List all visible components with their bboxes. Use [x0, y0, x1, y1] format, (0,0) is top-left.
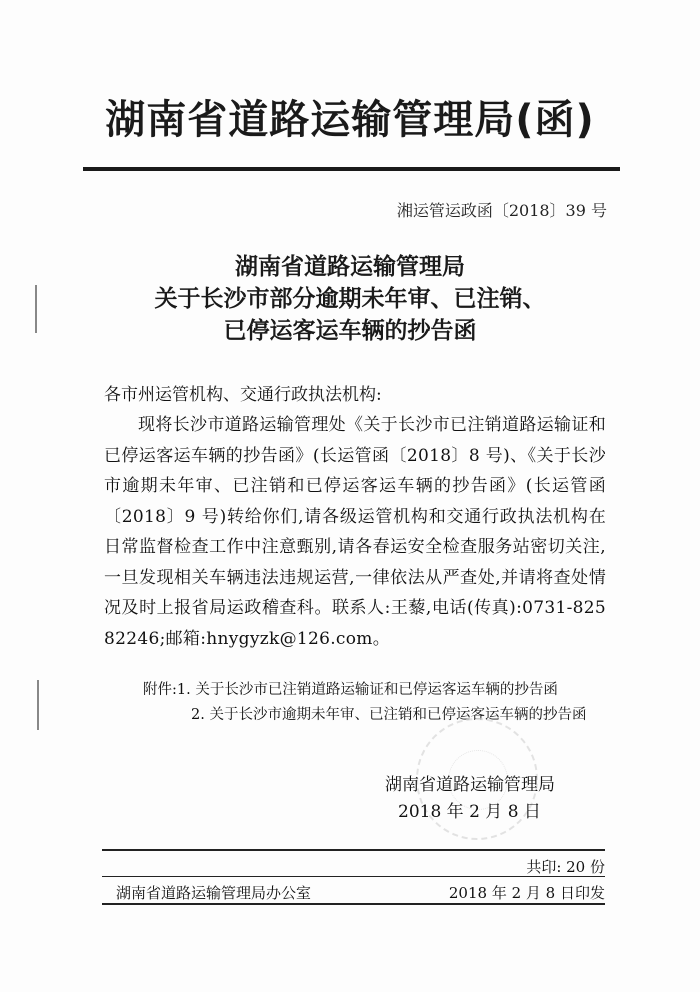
title-line-3: 已停运客运车辆的抄告函 [223, 318, 477, 344]
attachment-item-1: 附件:1. 关于长沙市已注销道路运输证和已停运客运车辆的抄告函 [143, 682, 558, 698]
signature-organization: 湖南省道路运输管理局 [385, 775, 555, 795]
print-date: 2018 年 2 月 8 日印发 [448, 884, 605, 902]
footer-rule-middle [102, 876, 605, 877]
addressee: 各市州运管机构、交通行政执法机构: [104, 385, 382, 405]
footer-rule-bottom [102, 903, 605, 905]
binding-mark [35, 285, 37, 333]
attachment-item-2: 2. 关于长沙市逾期未年审、已注销和已停运客运车辆的抄告函 [191, 707, 587, 723]
title-line-2: 关于长沙市部分逾期未年审、已注销、 [154, 286, 546, 312]
signature-date: 2018 年 2 月 8 日 [398, 802, 541, 822]
masthead: 湖南省道路运输管理局(函) [105, 97, 595, 143]
attachments-list [143, 678, 586, 728]
document-number: 湘运管运政函〔2018〕39 号 [396, 201, 607, 220]
binding-mark [37, 680, 39, 730]
masthead-rule [83, 167, 620, 171]
footer-rule-top [102, 849, 605, 851]
title-line-1: 湖南省道路运输管理局 [235, 254, 465, 280]
body-paragraph: 现将长沙市道路运输管理处《关于长沙市已注销道路运输证和已停运客运车辆的抄告函》(长运管函〔2018〕8 号)、《关于长沙市逾期未年审、已注销和已停运客运车辆的抄告函》(长运管函〔2018〕9 号)转给你们,请各级运管机构和交通行政执法机构在日常监督检查工作中注意甄别,请各春运安全检查服务站密切关注,一旦发现相关车辆违法违规运营,一律依法从严查处,并请将查处情况及时上报省局运政稽查科。联系人:王藜,电话(传真):0731-82582246;邮箱:hnygyzk@126.com。 [104, 415, 606, 649]
issuing-office: 湖南省道路运输管理局办公室 [116, 884, 312, 902]
copies-count: 共印: 20 份 [526, 858, 605, 876]
document-title [80, 251, 620, 347]
